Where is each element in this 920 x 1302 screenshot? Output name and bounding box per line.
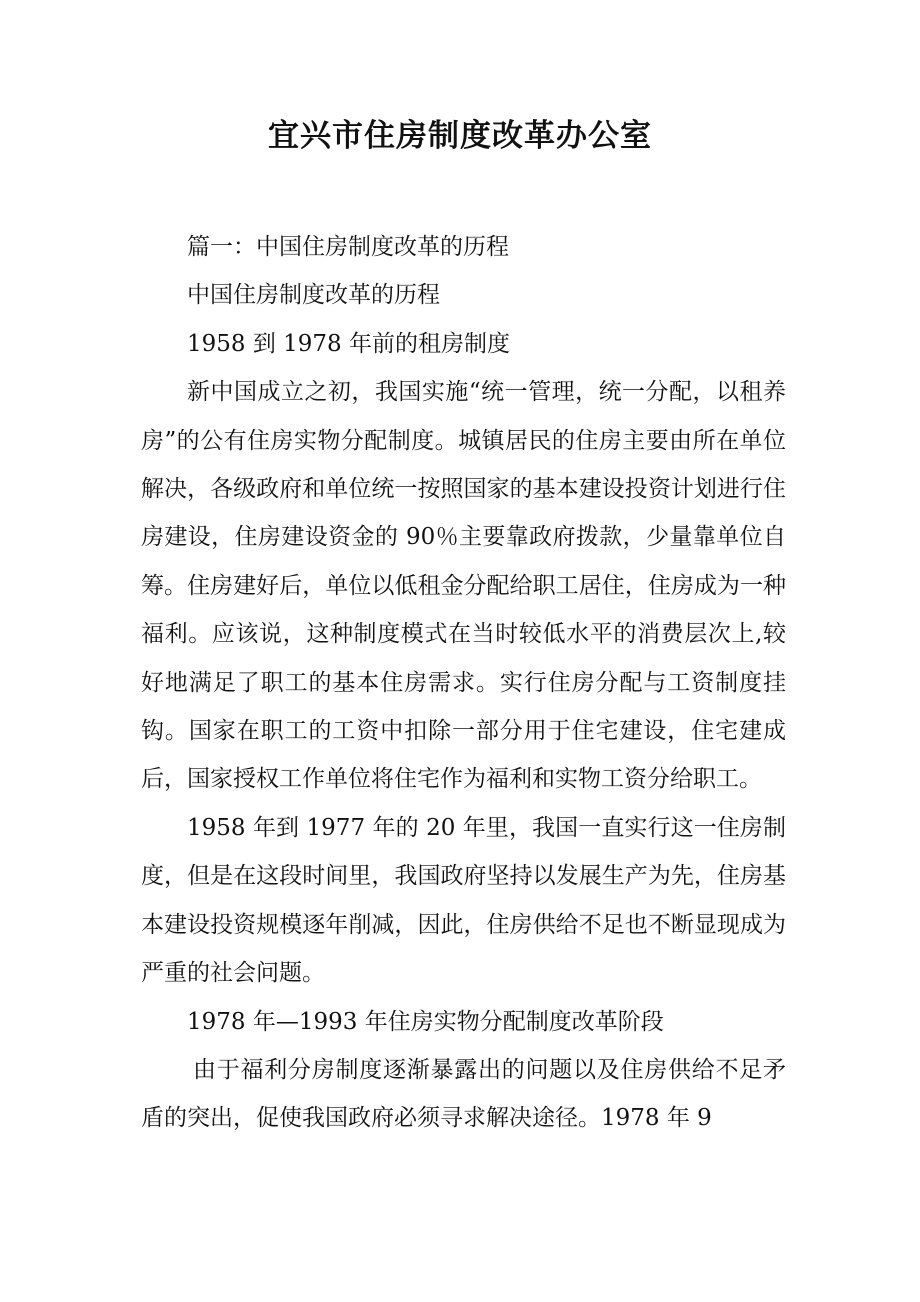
body-paragraph: 1958 年到 1977 年的 20 年里，我国一直实行这一住房制度，但是在这段时间里，我国政府坚持以发展生产为先，住房基本建设投资规模逐年削减，因此，住房供给不足也不断显现成为严重的社会问题。	[141, 814, 786, 987]
body-paragraph: 由于福利分房制度逐渐暴露出的问题以及住房供给不足矛盾的突出，促使我国政府必须寻求解决途径。1978 年 9	[141, 1056, 786, 1132]
document-body	[141, 223, 786, 1143]
article-title: 中国住房制度改革的历程	[187, 282, 440, 309]
body-paragraph: 新中国成立之初，我国实施“统一管理，统一分配，以租养房”的公有住房实物分配制度。城镇居民的住房主要由所在单位解决，各级政府和单位统一按照国家的基本建设投资计划进行住房建设，住房建设资金的 90％主要靠政府拨款，少量靠单位自筹。住房建好后，单位以低租金分配给职工居住，住房成为一种福利。应该说，这种制度模式在当时较低水平的消费层次上,较好地满足了职工的基本住房需求。实行住房分配与工资制度挂钩。国家在职工的工资中扣除一部分用于住宅建设，住宅建成后，国家授权工作单位将住宅作为福利和实物工资分给职工。	[141, 379, 786, 793]
section-heading: 篇一：中国住房制度改革的历程	[187, 234, 509, 260]
document-title: 宜兴市住房制度改革办公室	[268, 118, 652, 154]
subsection-heading: 1958 到 1978 年前的租房制度	[187, 330, 510, 357]
subsection-heading: 1978 年—1993 年住房实物分配制度改革阶段	[187, 1008, 664, 1035]
